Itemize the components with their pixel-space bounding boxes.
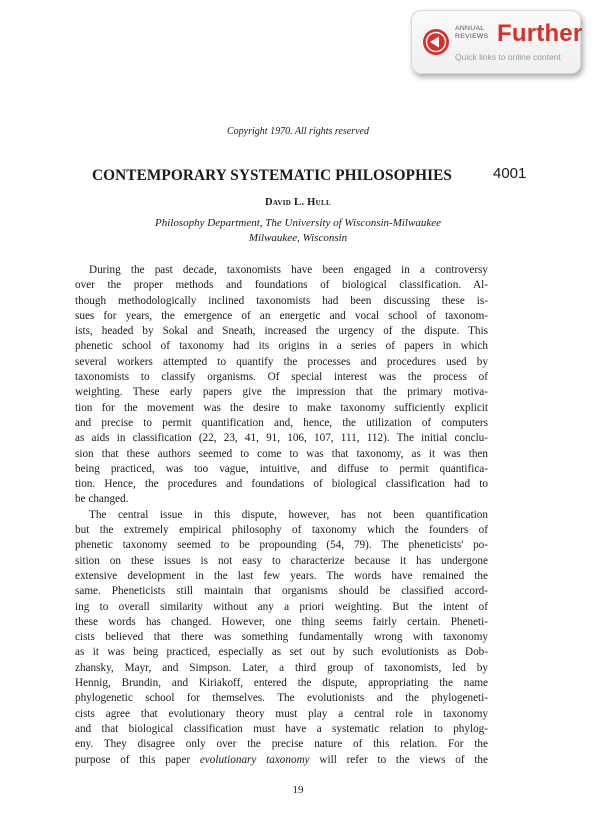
text-line: cists believed that there was something fundamentally wrong with taxonomy (75, 631, 488, 644)
text-span: purpose of this paper (75, 753, 200, 766)
text-line: sition on these issues is not easy to characterize because it has undergone (75, 554, 488, 567)
text-line: though methodologically inclined taxonomists had been discussing these is- (75, 294, 488, 307)
text-line: zhansky, Mayr, and Simpson. Later, a third group of taxonomists, led by (75, 661, 488, 674)
emphasis-term: evolutionary taxonomy (199, 753, 310, 766)
text-line: phylogenetic school for themselves. The evolutionists and the phylogeneti- (75, 692, 488, 705)
article-body (75, 263, 488, 768)
text-line: During the past decade, taxonomists have been engaged in a controversy (89, 264, 488, 276)
affiliation-line: Philosophy Department, The University of Wisconsin-Milwaukee (155, 217, 441, 229)
author-affiliation (0, 216, 596, 245)
affiliation-line: Milwaukee, Wisconsin (248, 231, 348, 244)
text-line: eny. They disagree only over the precise nature of this relation. For the (75, 738, 488, 751)
page-identifier: 4001 (493, 165, 527, 182)
text-line: extensive development in the last few years. The words have remained the (75, 569, 488, 582)
text-line: weighting. These early papers give the impression that the primary motiva- (75, 386, 488, 399)
text-line: but the extremely empirical philosophy of taxonomy which the founders of (75, 524, 488, 537)
text-line: ing to overall similarity without any a priori weighting. But the intent of (75, 600, 488, 613)
text-line: tion for the movement was the desire to make taxonomy sufficiently explicit (75, 401, 488, 414)
text-line: taxonomists to classify organisms. Of special interest was the process of (75, 371, 488, 384)
text-line: The central issue in this dispute, however, has not been quantification (89, 508, 488, 521)
text-span: will refer to the views of the (309, 753, 488, 766)
text-line: and precise to permit quantification and, hence, the utilization of computers (75, 416, 488, 429)
annual-reviews-logo-text (455, 25, 488, 40)
text-line: these words has changed. However, one thing seems fairly certain. Pheneti- (75, 615, 488, 628)
further-badge[interactable] (411, 10, 581, 74)
copyright-notice: Copyright 1970. All rights reserved (227, 126, 369, 137)
article-title: CONTEMPORARY SYSTEMATIC PHILOSOPHIES (92, 167, 453, 184)
page-number: 19 (292, 784, 304, 796)
text-line: as it was being practiced, especially as set out by such evolutionists as Dob- (75, 646, 488, 659)
text-line: sues for years, the emergence of an energetic and vocal school of taxonom- (75, 309, 488, 322)
text-line: be changed. (75, 493, 129, 506)
further-subtitle: Quick links to online content (455, 52, 561, 62)
text-line-with-emphasis (75, 753, 488, 768)
text-line: tion. Hence, the procedures and foundations of biological classification had to (75, 478, 488, 491)
text-line: Hennig, Brundin, and Kiriakoff, entered the dispute, appropriating the name (75, 677, 488, 690)
annual-reviews-text: ANNUAL REVIEWS (455, 25, 489, 40)
text-line: same. Pheneticists still maintain that organisms should be classified accord- (75, 585, 488, 598)
text-line: being practiced, was too vague, intuitive, and diffuse to permit quantifica- (75, 462, 488, 475)
text-line: ists, headed by Sokal and Sneath, increased the urgency of the dispute. This (75, 325, 488, 338)
back-arrow-icon (422, 28, 450, 56)
text-line: phenetic taxonomy seemed to be propounding (54, 79). The pheneticists' po- (75, 539, 488, 552)
text-line: over the proper methods and foundations of biological classification. Al- (75, 279, 488, 292)
text-line: as aids in classification (22, 23, 41, 91, 106, 107, 111, 112). The initial conclu- (75, 432, 488, 445)
author-name: David L. Hull (265, 197, 331, 208)
text-line: phenetic school of taxonomy had its origins in a series of papers in which (75, 340, 488, 353)
text-line: sion that these authors seemed to come to was that taxonomy, as it was then (75, 447, 488, 460)
text-line: and that biological classification must have a systematic relation to phylog- (75, 722, 488, 735)
further-title: Further (497, 20, 583, 47)
text-line: several workers attempted to quantify the processes and procedures used by (75, 355, 488, 368)
text-line: cists agree that evolutionary theory must play a central role in taxonomy (75, 707, 488, 720)
